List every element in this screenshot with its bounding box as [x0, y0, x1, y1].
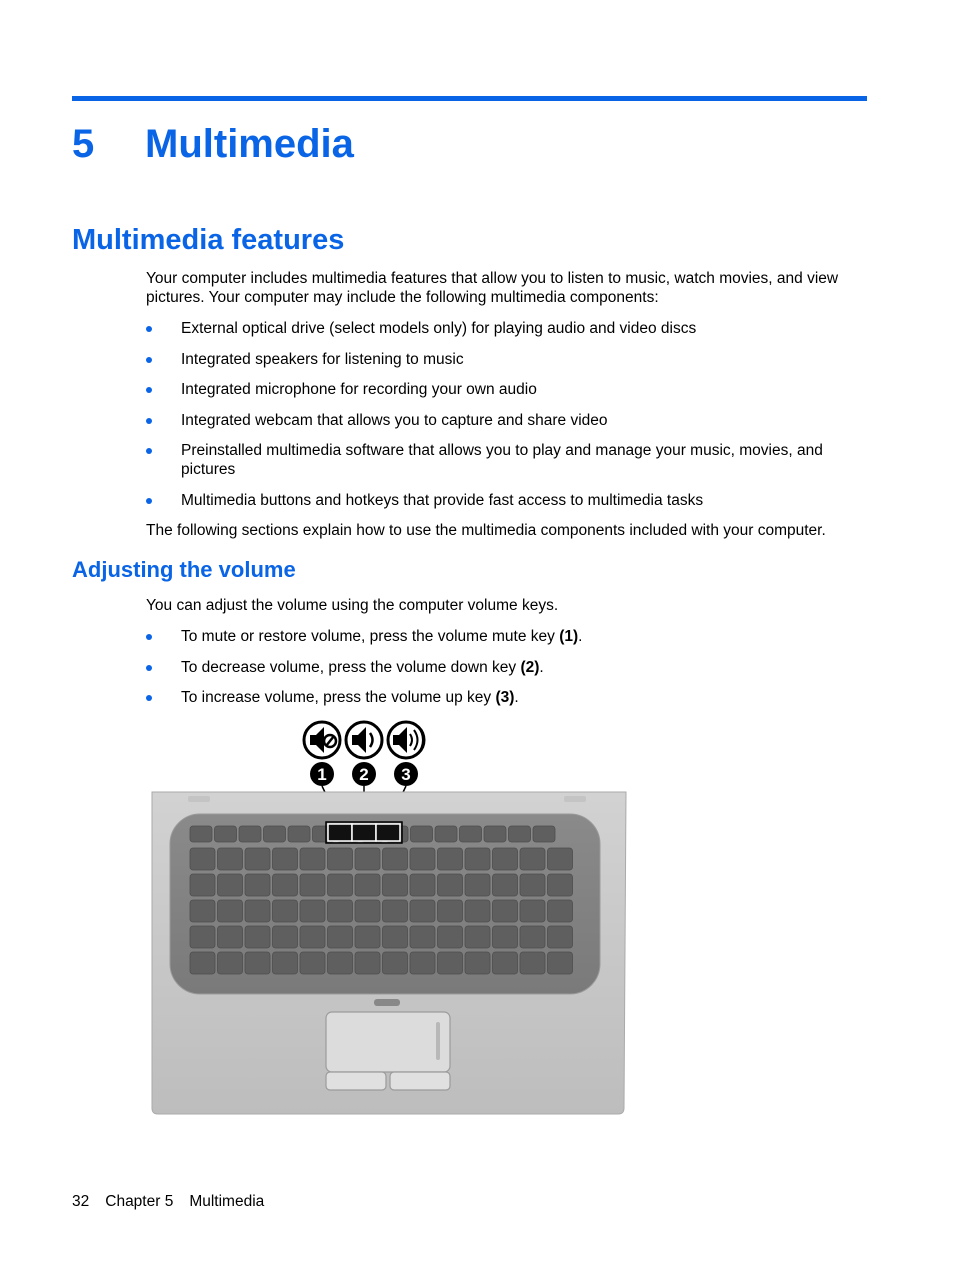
bullet-icon	[146, 418, 152, 424]
footer-chapter: Chapter 5	[105, 1193, 174, 1210]
keyboard-key	[465, 874, 490, 896]
keyboard-key	[218, 848, 243, 870]
keyboard-key	[548, 874, 573, 896]
list-item: Integrated microphone for recording your own audio	[146, 380, 871, 399]
chapter-rule	[72, 96, 867, 101]
keyboard-key	[190, 952, 215, 974]
keyboard-key	[328, 926, 353, 948]
touchpad-left-button	[326, 1072, 386, 1090]
keyboard-key	[300, 926, 325, 948]
keyboard-key	[465, 848, 490, 870]
bullet-icon	[146, 448, 152, 454]
keyboard-key	[435, 826, 457, 842]
volume-intro: You can adjust the volume using the computer volume keys.	[146, 597, 559, 614]
keyboard-figure	[148, 716, 632, 1118]
keyboard-key	[383, 900, 408, 922]
keyboard-key	[218, 874, 243, 896]
keyboard-key	[465, 900, 490, 922]
keyboard-key	[245, 900, 270, 922]
keyboard-key	[300, 900, 325, 922]
keyboard-key	[410, 848, 435, 870]
keyboard-key	[410, 926, 435, 948]
list-item: Multimedia buttons and hotkeys that provide fast access to multimedia tasks	[146, 491, 871, 510]
keyboard-key	[355, 952, 380, 974]
keyboard-key	[218, 900, 243, 922]
keyboard-key	[383, 926, 408, 948]
keyboard-key	[355, 926, 380, 948]
keyboard-key	[465, 926, 490, 948]
keyboard-key	[520, 926, 545, 948]
svg-text:3: 3	[401, 765, 411, 784]
keyboard-key	[355, 874, 380, 896]
keyboard-key	[548, 926, 573, 948]
keyboard-key	[245, 952, 270, 974]
bullet-icon	[146, 498, 152, 504]
touchpad	[326, 1012, 450, 1072]
callout-2	[352, 762, 376, 786]
keyboard-key	[328, 952, 353, 974]
keyboard-key	[438, 926, 463, 948]
keyboard-key	[465, 952, 490, 974]
list-item: Preinstalled multimedia software that allows you to play and manage your music, movies, and pictures	[146, 441, 871, 479]
keyboard-key	[493, 952, 518, 974]
keyboard-key	[300, 874, 325, 896]
keyboard-key	[533, 826, 555, 842]
list-item: External optical drive (select models only) for playing audio and video discs	[146, 319, 871, 338]
volume-mute-icon	[304, 722, 340, 758]
keyboard-key	[190, 874, 215, 896]
svg-text:1: 1	[317, 765, 327, 784]
keyboard-key	[438, 874, 463, 896]
bullet-icon	[146, 634, 152, 640]
keyboard-key	[548, 952, 573, 974]
keyboard-key	[493, 848, 518, 870]
keyboard-key	[218, 926, 243, 948]
keyboard-key	[438, 900, 463, 922]
keyboard-key	[493, 874, 518, 896]
bullet-icon	[146, 326, 152, 332]
keyboard-key	[355, 848, 380, 870]
following-paragraph: The following sections explain how to use the multimedia components included with your computer.	[146, 522, 826, 539]
keyboard-key	[218, 952, 243, 974]
bullet-icon	[146, 665, 152, 671]
feature-list	[146, 319, 871, 521]
subsection-heading: Adjusting the volume	[72, 557, 296, 582]
keyboard-key	[328, 848, 353, 870]
keyboard-key	[273, 926, 298, 948]
list-item: To mute or restore volume, press the volume mute key (1).	[146, 627, 871, 646]
keyboard-key	[484, 826, 506, 842]
list-item: To increase volume, press the volume up key (3).	[146, 688, 871, 707]
list-item: To decrease volume, press the volume down key (2).	[146, 658, 871, 677]
keyboard-key	[520, 848, 545, 870]
keyboard-key	[438, 952, 463, 974]
laptop-illustration	[148, 716, 632, 1118]
keyboard-key	[328, 874, 353, 896]
bullet-icon	[146, 357, 152, 363]
keyboard-key	[245, 926, 270, 948]
chapter-title: Multimedia	[145, 122, 354, 166]
keyboard-key	[520, 900, 545, 922]
keyboard-key	[190, 926, 215, 948]
section-heading: Multimedia features	[72, 224, 345, 256]
volume-steps	[146, 627, 871, 719]
footer-title: Multimedia	[189, 1193, 265, 1210]
keyboard-key	[383, 848, 408, 870]
keyboard-key	[355, 900, 380, 922]
keyboard-key	[520, 874, 545, 896]
keyboard-key	[460, 826, 482, 842]
keyboard-key	[190, 826, 212, 842]
keyboard-key	[548, 900, 573, 922]
keyboard-key	[288, 826, 310, 842]
list-item: Integrated webcam that allows you to capture and share video	[146, 411, 871, 430]
callout-1	[310, 762, 334, 786]
keyboard-key	[383, 874, 408, 896]
keyboard-key	[245, 848, 270, 870]
keyboard-key	[410, 900, 435, 922]
keyboard-key	[493, 900, 518, 922]
keyboard-key	[410, 874, 435, 896]
keyboard-key	[383, 952, 408, 974]
keyboard-key	[215, 826, 237, 842]
volume-down-icon	[346, 722, 382, 758]
intro-paragraph: Your computer includes multimedia features that allow you to listen to music, watch movies, and view pictures. Your computer may include the following multimedia components:	[146, 270, 839, 306]
keyboard-key	[328, 900, 353, 922]
keyboard-key	[273, 952, 298, 974]
keyboard-key	[273, 900, 298, 922]
keyboard-key	[300, 848, 325, 870]
keyboard-key	[410, 952, 435, 974]
chapter-number: 5	[72, 122, 95, 166]
bullet-icon	[146, 387, 152, 393]
volume-up-icon	[388, 722, 424, 758]
touchpad-right-button	[390, 1072, 450, 1090]
keyboard-key	[438, 848, 463, 870]
keyboard-key	[520, 952, 545, 974]
keyboard-key	[300, 952, 325, 974]
highlighted-volume-keys	[326, 822, 402, 843]
callout-3	[394, 762, 418, 786]
keyboard-key	[273, 848, 298, 870]
page-footer	[72, 1192, 280, 1212]
keyboard-key	[190, 900, 215, 922]
keyboard-key	[548, 848, 573, 870]
keyboard-key	[239, 826, 261, 842]
keyboard-key	[245, 874, 270, 896]
keyboard-key	[411, 826, 433, 842]
keyboard-key	[264, 826, 286, 842]
keyboard-key	[273, 874, 298, 896]
chapter-heading	[72, 118, 354, 170]
list-item: Integrated speakers for listening to music	[146, 350, 871, 369]
keyboard-key	[509, 826, 531, 842]
page-number: 32	[72, 1193, 90, 1210]
svg-text:2: 2	[359, 765, 369, 784]
bullet-icon	[146, 695, 152, 701]
keyboard-key	[493, 926, 518, 948]
keyboard-key	[190, 848, 215, 870]
